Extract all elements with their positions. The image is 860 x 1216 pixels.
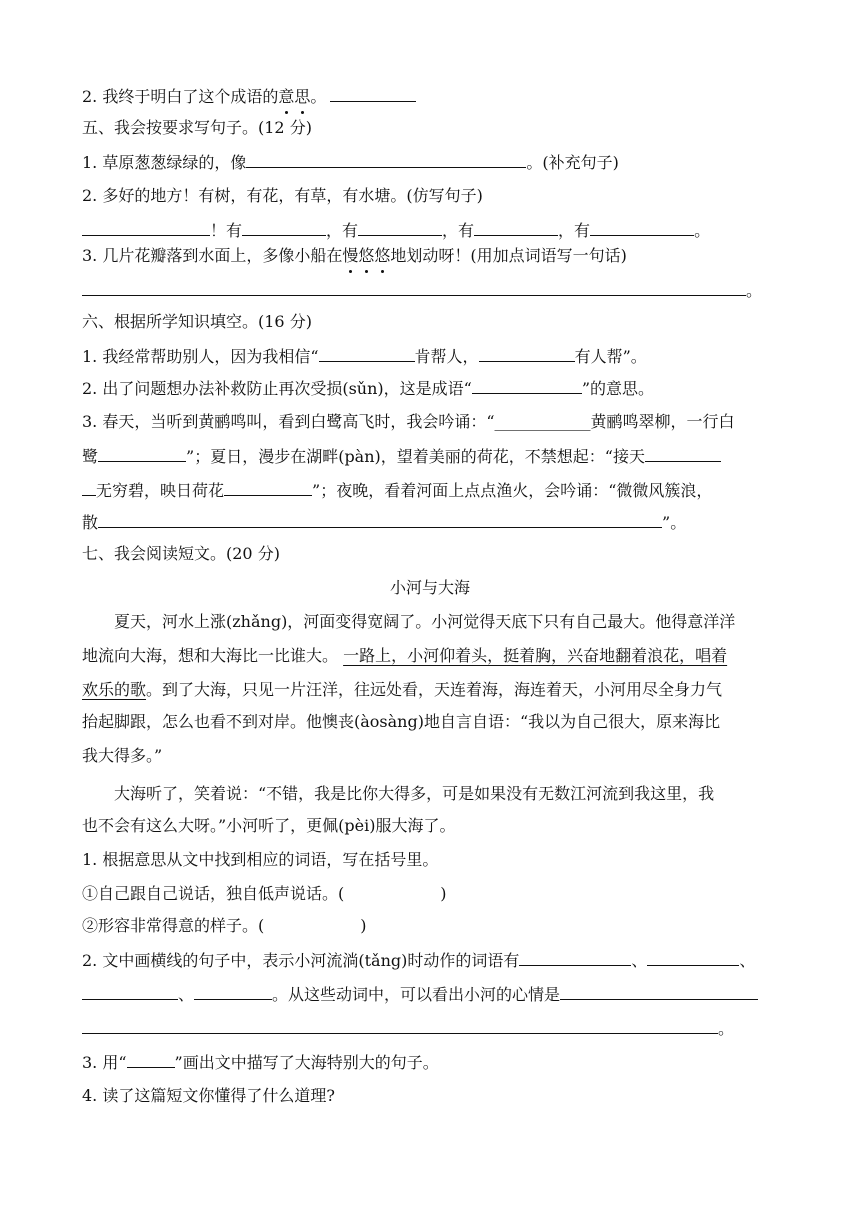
dotted-char: 思	[294, 85, 310, 109]
answer-blank[interactable]	[82, 478, 96, 496]
q6-item-2: 2. 出了问题想办法补救防止再次受损(sǔn)，这是成语“ ”的意思。	[82, 376, 782, 401]
section-7-heading: 七、我会阅读短文。(20 分)	[82, 544, 280, 563]
dotted-char: 慢	[342, 244, 358, 268]
answer-blank[interactable]	[474, 218, 558, 236]
answer-blank[interactable]	[330, 84, 416, 102]
answer-blank[interactable]	[479, 344, 575, 362]
underlined-sentence: 欢乐的歌	[82, 680, 147, 699]
q6-item-3-line3: 无穷碧，映日荷花 ”；夜晚，看着河面上点点渔火，会吟诵：“微微风簇浪，	[82, 478, 782, 503]
answer-blank[interactable]	[590, 218, 694, 236]
answer-blank[interactable]	[98, 510, 662, 528]
passage-title: 小河与大海	[389, 578, 470, 597]
q6-item-1: 1. 我经常帮助别人，因为我相信“ 肯帮人， 有人帮”。	[82, 344, 782, 369]
q5-item-2-blanks: ！有 ，有 ，有 ，有 。	[82, 218, 782, 243]
answer-blank[interactable]	[560, 982, 758, 1000]
passage-p1-line1: 夏天，河水上涨(zhǎng)，河面变得宽阔了。小河觉得天底下只有自己最大。他得意洋洋	[114, 612, 736, 631]
passage-p1-line4: 抬起脚跟，怎么也看不到对岸。他懊丧(àosàng)地自言自语：“我以为自己很大，原来海比	[82, 712, 721, 731]
answer-blank[interactable]	[246, 150, 526, 168]
answer-blank[interactable]	[519, 948, 631, 966]
dotted-char: 悠	[358, 244, 374, 268]
dotted-char: 意	[278, 85, 294, 109]
q7-item-2-line2: 、 。从这些动词中，可以看出小河的心情是	[82, 982, 782, 1007]
answer-blank[interactable]	[98, 444, 186, 462]
q7-item-1-a: ①自己跟自己说话，独自低声说话。( )	[82, 884, 447, 903]
q5-item-3-blank: 。	[82, 278, 782, 303]
passage-p1-line2: 地流向大海，想和大海比一比谁大。 一路上，小河仰着头，挺着胸，兴奋地翻着浪花，唱着	[82, 646, 728, 665]
answer-blank[interactable]	[224, 478, 312, 496]
answer-blank[interactable]	[82, 1016, 718, 1034]
passage-p1-line3: 欢乐的歌。到了大海，只见一片汪洋，往远处看，天连着海，海连着天，小河用尽全身力气	[82, 680, 723, 699]
answer-blank[interactable]	[82, 278, 746, 296]
passage-p1-line5: 我大得多。”	[82, 746, 163, 765]
answer-blank[interactable]	[472, 376, 582, 394]
q5-item-3: 3. 几片花瓣落到水面上，多像小船在慢悠悠地划动呀！(用加点词语写一句话)	[82, 244, 782, 268]
answer-blank[interactable]	[645, 444, 721, 462]
dotted-char: 悠	[374, 244, 390, 268]
answer-blank[interactable]	[82, 982, 178, 1000]
q7-item-3: 3. 用“ ”画出文中描写了大海特别大的句子。	[82, 1050, 782, 1075]
underlined-sentence: 一路上，小河仰着头，挺着胸，兴奋地翻着浪花，唱着	[343, 646, 728, 665]
answer-blank[interactable]	[358, 218, 442, 236]
passage-p2-line1: 大海听了，笑着说：“不错，我是比你大得多，可是如果没有无数江河流到我这里，我	[114, 784, 715, 803]
q5-item-1: 1. 草原葱葱绿绿的，像 。(补充句子)	[82, 150, 782, 175]
answer-blank[interactable]	[242, 218, 326, 236]
q6-item-3-line1: 3. 春天，当听到黄鹂鸣叫，看到白鹭高飞时，我会吟诵：“____________黄鹂鸣翠柳，一行白	[82, 412, 735, 431]
answer-blank[interactable]	[647, 948, 739, 966]
passage-p2-line2: 也不会有这么大呀。”小河听了，更佩(pèi)服大海了。	[82, 816, 456, 835]
q5-item-2: 2. 多好的地方！有树，有花，有草，有水塘。(仿写句子)	[82, 186, 483, 205]
q4-item-2: 2. 我终于明白了这个成语的意思。	[82, 84, 782, 109]
q6-item-3-line2: 鹭 ”；夏日，漫步在湖畔(pàn)，望着美丽的荷花，不禁想起：“接天	[82, 444, 782, 469]
answer-blank[interactable]	[194, 982, 272, 1000]
answer-blank[interactable]	[319, 344, 415, 362]
q7-item-2-line3: 。	[82, 1016, 782, 1041]
q6-item-3-line4: 散 ”。	[82, 510, 782, 535]
q7-item-1: 1. 根据意思从文中找到相应的词语，写在括号里。	[82, 850, 439, 869]
section-6-heading: 六、根据所学知识填空。(16 分)	[82, 312, 312, 331]
underline-marker	[127, 1050, 175, 1068]
q7-item-4: 4. 读了这篇短文你懂得了什么道理?	[82, 1086, 335, 1105]
q7-item-2-line1: 2. 文中画横线的句子中，表示小河流淌(tǎng)时动作的词语有 、 、	[82, 948, 782, 973]
section-5-heading: 五、我会按要求写句子。(12 分)	[82, 118, 312, 137]
q7-item-1-b: ②形容非常得意的样子。( )	[82, 916, 367, 935]
answer-blank[interactable]	[82, 218, 210, 236]
